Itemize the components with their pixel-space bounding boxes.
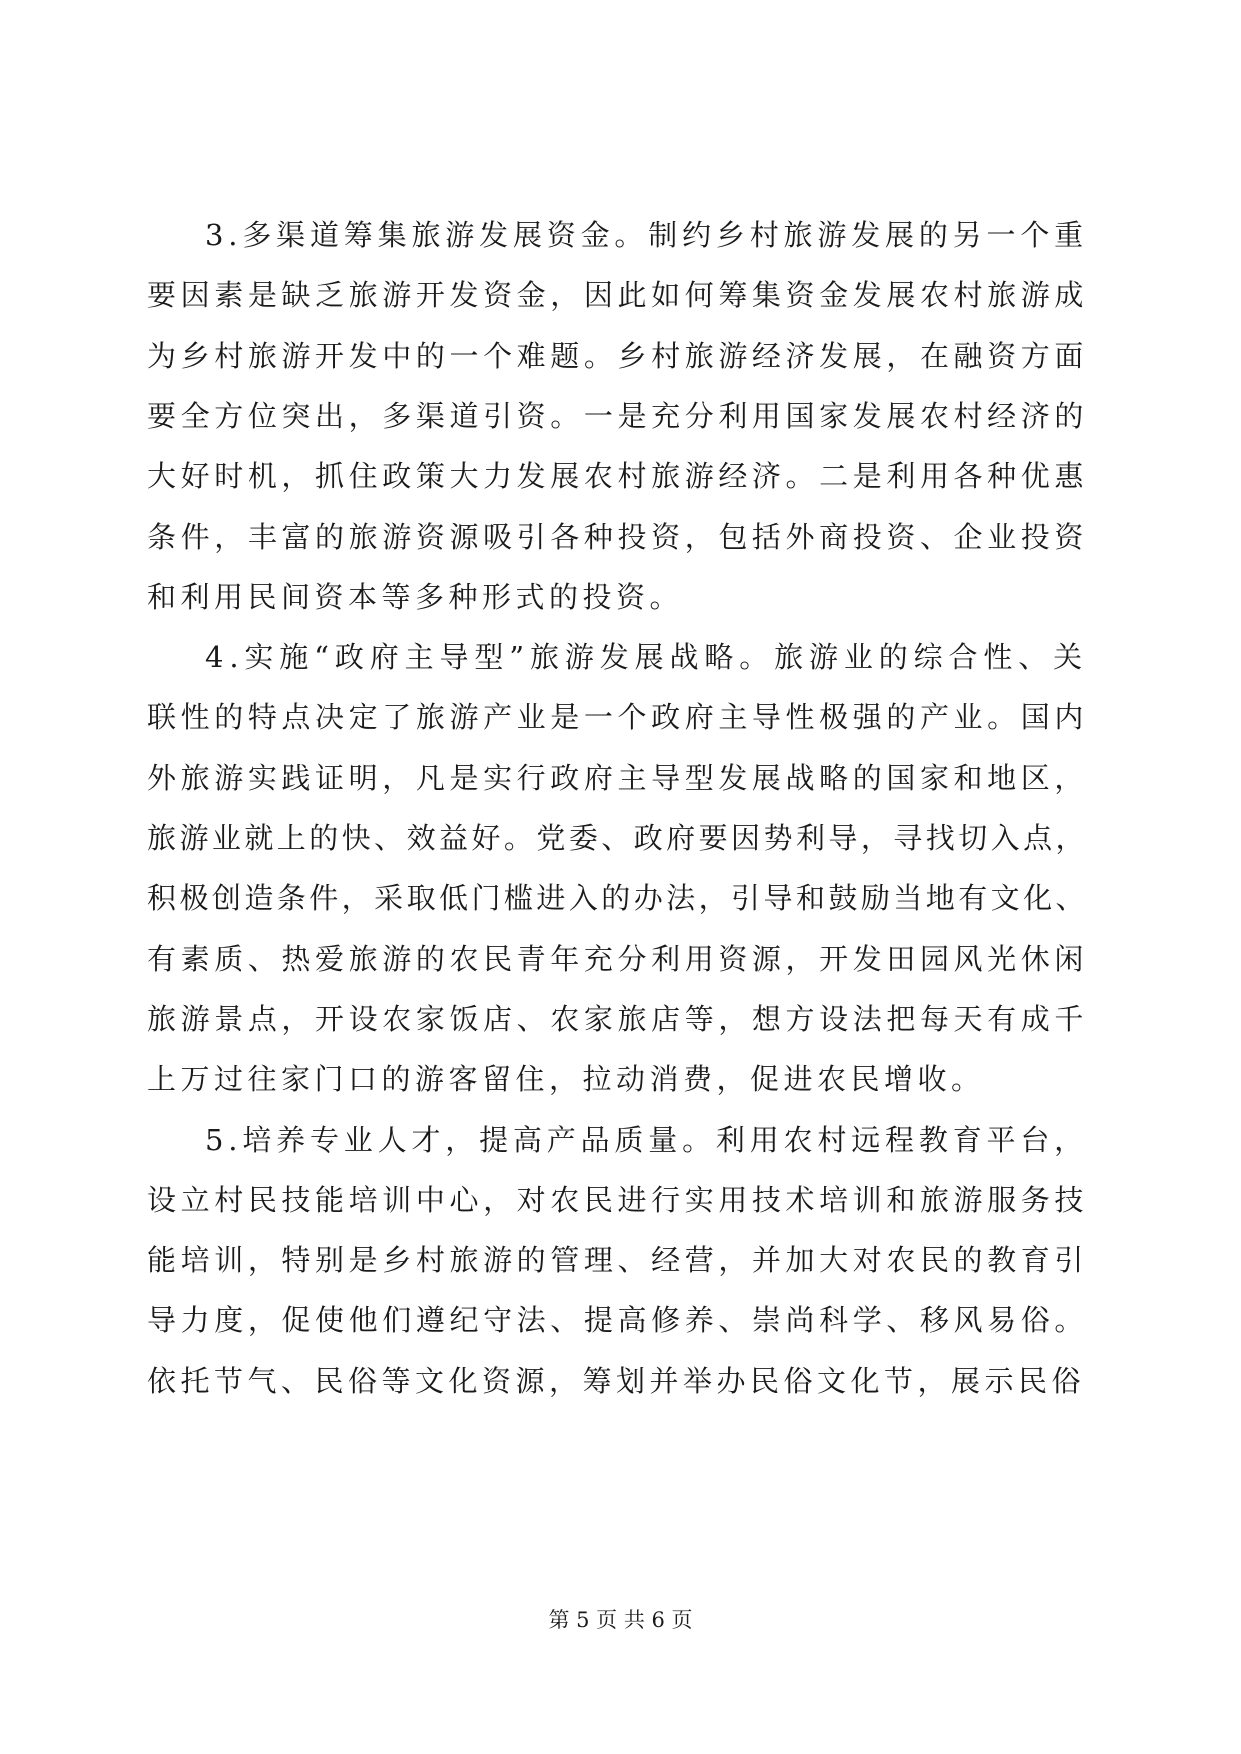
text-line: 外旅游实践证明，凡是实行政府主导型发展战略的国家和地区， (147, 760, 1088, 795)
text-line: 导力度，促使他们遵纪守法、提高修养、崇尚科学、移风易俗。 (147, 1303, 1088, 1338)
text-line: 要因素是缺乏旅游开发资金，因此如何筹集资金发展农村旅游成 (147, 278, 1088, 313)
text-line: 有素质、热爱旅游的农民青年充分利用资源，开发田园风光休闲 (147, 941, 1088, 976)
text-line: 3.多渠道筹集旅游发展资金。制约乡村旅游发展的另一个重 (205, 218, 1088, 252)
text-line: 旅游景点，开设农家饭店、农家旅店等，想方设法把每天有成千 (147, 1001, 1088, 1036)
text-line: 设立村民技能培训中心，对农民进行实用技术培训和旅游服务技 (147, 1182, 1088, 1217)
text-line: 4.实施“政府主导型”旅游发展战略。旅游业的综合性、关 (205, 640, 1088, 675)
text-line: 旅游业就上的快、效益好。党委、政府要因势利导，寻找切入点， (147, 821, 1088, 855)
text-line: 5.培养专业人才，提高产品质量。利用农村远程教育平台， (205, 1122, 1088, 1157)
text-line: 联性的特点决定了旅游产业是一个政府主导性极强的产业。国内 (147, 700, 1088, 735)
text-line: 条件，丰富的旅游资源吸引各种投资，包括外商投资、企业投资 (147, 519, 1088, 554)
text-line: 上万过往家门口的游客留住，拉动消费，促进农民增收。 (147, 1062, 985, 1097)
text-line: 依托节气、民俗等文化资源，筹划并举办民俗文化节，展示民俗 (147, 1363, 1086, 1398)
text-line: 要全方位突出，多渠道引资。一是充分利用国家发展农村经济的 (147, 398, 1088, 433)
text-line: 和利用民间资本等多种形式的投资。 (147, 579, 684, 614)
page-footer: 第 5 页 共 6 页 (548, 1608, 693, 1632)
text-line: 能培训，特别是乡村旅游的管理、经营，并加大对农民的教育引 (147, 1243, 1088, 1278)
text-line: 大好时机，抓住政策大力发展农村旅游经济。二是利用各种优惠 (147, 459, 1088, 494)
text-line: 为乡村旅游开发中的一个难题。乡村旅游经济发展，在融资方面 (147, 338, 1088, 373)
text-line: 积极创造条件，采取低门槛进入的办法，引导和鼓励当地有文化、 (147, 881, 1088, 916)
